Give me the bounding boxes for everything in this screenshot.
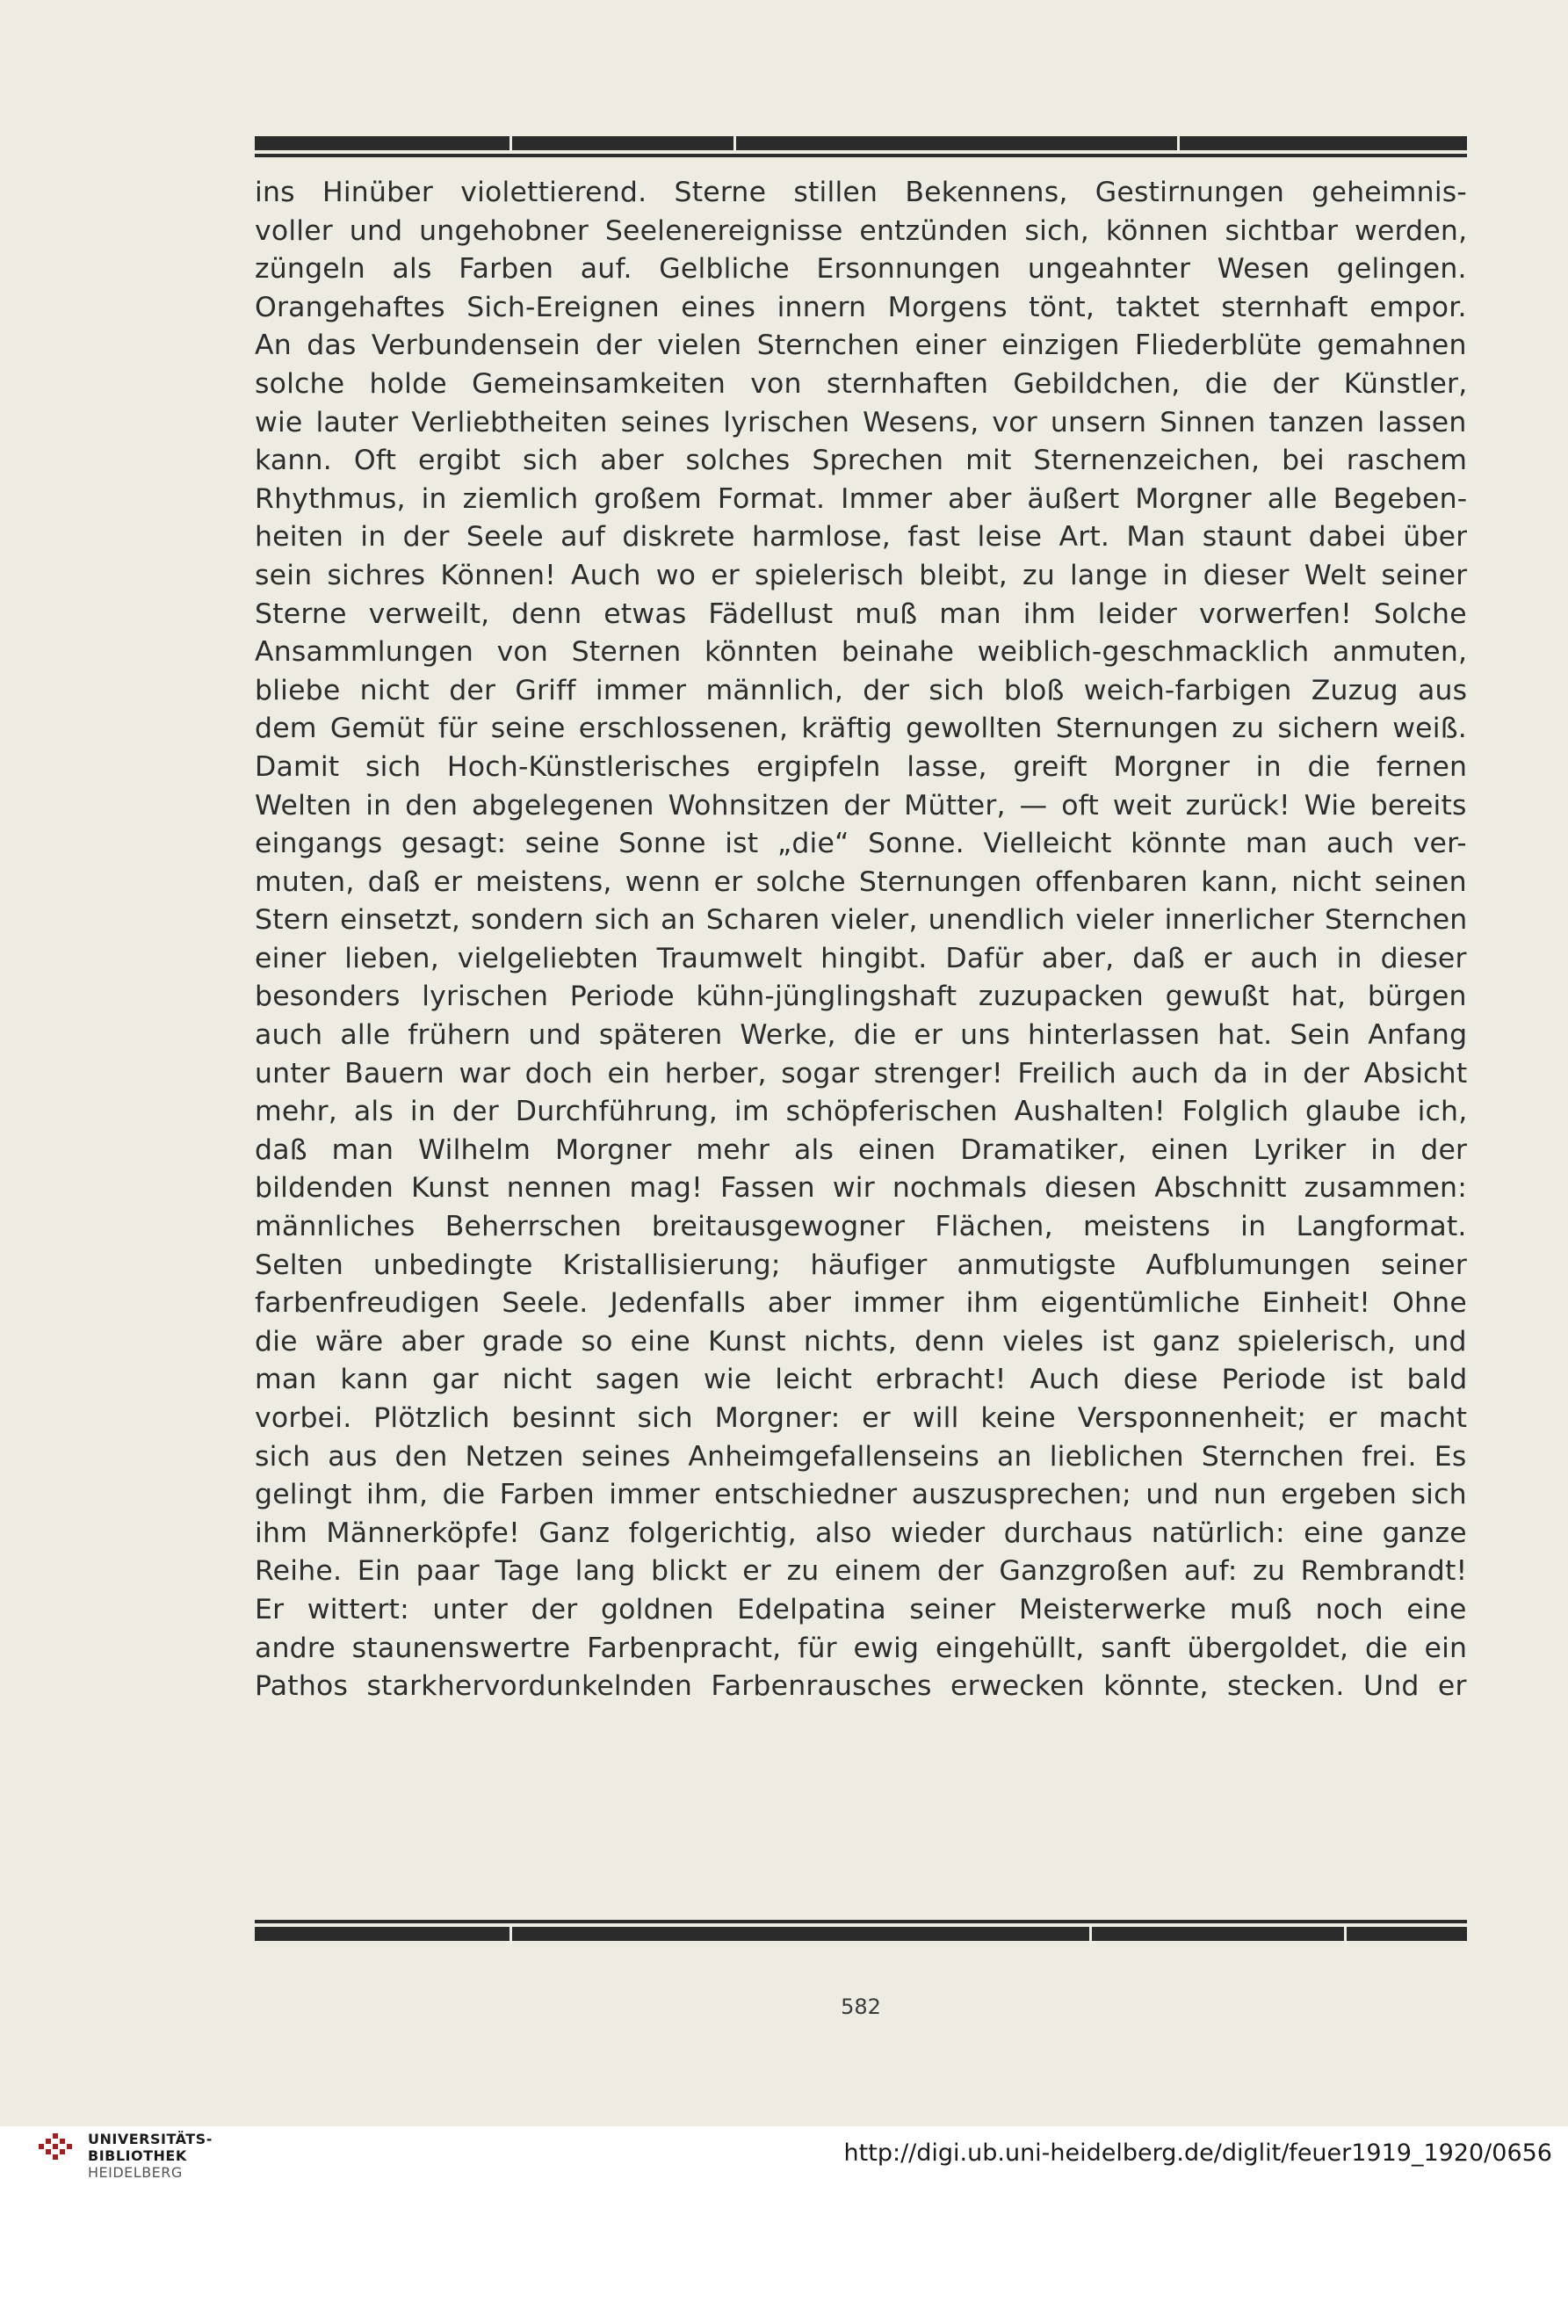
article-body	[255, 174, 1467, 1706]
bottom-ornamental-rule	[255, 1920, 1467, 1941]
text-line: Stern einsetzt, sondern sich an Scharen vieler, unendlich vieler innerlicher Sternchen	[255, 904, 1467, 937]
text-line: ins Hinüber violettierend. Sterne stillen Bekennens, Gestirnungen geheimnis-	[255, 177, 1467, 208]
text-line: andre staunenswertre Farbenpracht, für ewig eingehüllt, sanft übergoldet, die ein	[255, 1632, 1467, 1664]
source-url-link[interactable]: http://digi.ub.uni-heidelberg.de/diglit/feuer1919_1920/0656	[843, 2139, 1552, 2167]
text-line: heiten in der Seele auf diskrete harmlose, fast leise Art. Man staunt dabei über	[255, 521, 1467, 554]
library-name	[88, 2131, 213, 2181]
text-line: Reihe. Ein paar Tage lang blickt er zu einem der Ganzgroßen auf: zu Rembrandt!	[255, 1555, 1467, 1588]
text-line: solche holde Gemeinsamkeiten von sternhaften Gebildchen, die der Künstler,	[255, 367, 1467, 400]
text-line: mehr, als in der Durchführung, im schöpferischen Aushalten! Folglich glaube ich,	[255, 1096, 1467, 1128]
top-rule-thick	[255, 136, 1467, 150]
text-line: Selten unbedingte Kristallisierung; häufiger anmutigste Aufblumungen seiner	[255, 1249, 1467, 1281]
text-line: Welten in den abgelegenen Wohnsitzen der Mütter, — oft weit zurück! Wie bereits	[255, 789, 1467, 822]
text-line: Orangehaftes Sich-Ereignen eines innern Morgens tönt, taktet sternhaft empor.	[255, 291, 1467, 323]
text-line: Rhythmus, in ziemlich großem Format. Immer aber äußert Morgner alle Begeben-	[255, 482, 1467, 515]
text-line: Damit sich Hoch-Künstlerisches ergipfeln lasse, greift Morgner in die fernen	[255, 750, 1467, 783]
text-line: voller und ungehobner Seelenereignisse entzünden sich, können sichtbar werden,	[255, 214, 1467, 247]
library-name-line3: HEIDELBERG	[88, 2164, 183, 2181]
text-line: man kann gar nicht sagen wie leicht erbracht! Auch diese Periode ist bald	[255, 1364, 1467, 1396]
text-line: ihm Männerköpfe! Ganz folgerichtig, also wieder durchaus natürlich: eine ganze	[255, 1517, 1467, 1549]
text-line: farbenfreudigen Seele. Jedenfalls aber immer ihm eigentümliche Einheit! Ohne	[255, 1287, 1467, 1320]
text-line: gelingt ihm, die Farben immer entschiedner auszusprechen; und nun ergeben sich	[255, 1479, 1467, 1511]
library-name-line1: UNIVERSITÄTS-	[88, 2131, 213, 2147]
page-number: 582	[841, 1995, 881, 2019]
text-line: daß man Wilhelm Morgner mehr als einen Dramatiker, einen Lyriker in der	[255, 1133, 1467, 1166]
text-line: bildenden Kunst nennen mag! Fassen wir nochmals diesen Abschnitt zusammen:	[255, 1172, 1467, 1205]
top-ornamental-rule	[255, 136, 1467, 157]
text-line: bliebe nicht der Griff immer männlich, der sich bloß weich-farbigen Zuzug aus	[255, 674, 1467, 706]
text-line: die wäre aber grade so eine Kunst nichts, denn vieles ist ganz spielerisch, und	[255, 1325, 1467, 1357]
text-line: Sterne verweilt, denn etwas Fädellust muß man ihm leider vorwerfen! Solche	[255, 597, 1467, 630]
text-line: muten, daß er meistens, wenn er solche Sternungen offenbaren kann, nicht seinen	[255, 865, 1467, 898]
text-line: unter Bauern war doch ein herber, sogar strenger! Freilich auch da in der Absicht	[255, 1057, 1467, 1090]
text-line: Er wittert: unter der goldnen Edelpatina seiner Meisterwerke muß noch eine	[255, 1593, 1467, 1625]
text-line: einer lieben, vielgeliebten Traumwelt hingibt. Dafür aber, daß er auch in dieser	[255, 942, 1467, 974]
library-name-line2: BIBLIOTHEK	[88, 2147, 187, 2164]
text-line: vorbei. Plötzlich besinnt sich Morgner: er will keine Versponnenheit; er macht	[255, 1402, 1467, 1434]
text-line: dem Gemüt für seine erschlossenen, kräftig gewollten Sternungen zu sichern weiß.	[255, 713, 1467, 745]
text-line: kann. Oft ergibt sich aber solches Sprechen mit Sternenzeichen, bei raschem	[255, 445, 1467, 477]
text-line: wie lauter Verliebtheiten seines lyrischen Wesens, vor unsern Sinnen tanzen lassen	[255, 406, 1467, 438]
top-rule-thin	[255, 154, 1467, 157]
bottom-rule-thick	[255, 1927, 1467, 1941]
text-line: männliches Beherrschen breitausgewogner Flächen, meistens in Langformat.	[255, 1211, 1467, 1243]
text-line: besonders lyrischen Periode kühn-jünglingshaft zuzupacken gewußt hat, bürgen	[255, 981, 1467, 1013]
text-line: züngeln als Farben auf. Gelbliche Ersonnungen ungeahnter Wesen gelingen.	[255, 253, 1467, 286]
bottom-rule-thin	[255, 1920, 1467, 1923]
text-line: Pathos starkhervordunkelnden Farbenrausches erwecken könnte, stecken. Und er	[255, 1670, 1467, 1703]
text-line: eingangs gesagt: seine Sonne ist „die“ Sonne. Vielleicht könnte man auch ver-	[255, 828, 1467, 860]
text-line: An das Verbundensein der vielen Sternchen einer einzigen Fliederblüte gemahnen	[255, 329, 1467, 362]
text-line: auch alle frühern und späteren Werke, die er uns hinterlassen hat. Sein Anfang	[255, 1019, 1467, 1052]
text-line: Ansammlungen von Sternen könnten beinahe weiblich-geschmacklich anmuten,	[255, 636, 1467, 669]
text-line: sein sichres Können! Auch wo er spielerisch bleibt, zu lange in dieser Welt seiner	[255, 559, 1467, 591]
text-line: sich aus den Netzen seines Anheimgefallenseins an lieblichen Sternchen frei. Es	[255, 1440, 1467, 1473]
library-logo-icon	[35, 2118, 88, 2170]
